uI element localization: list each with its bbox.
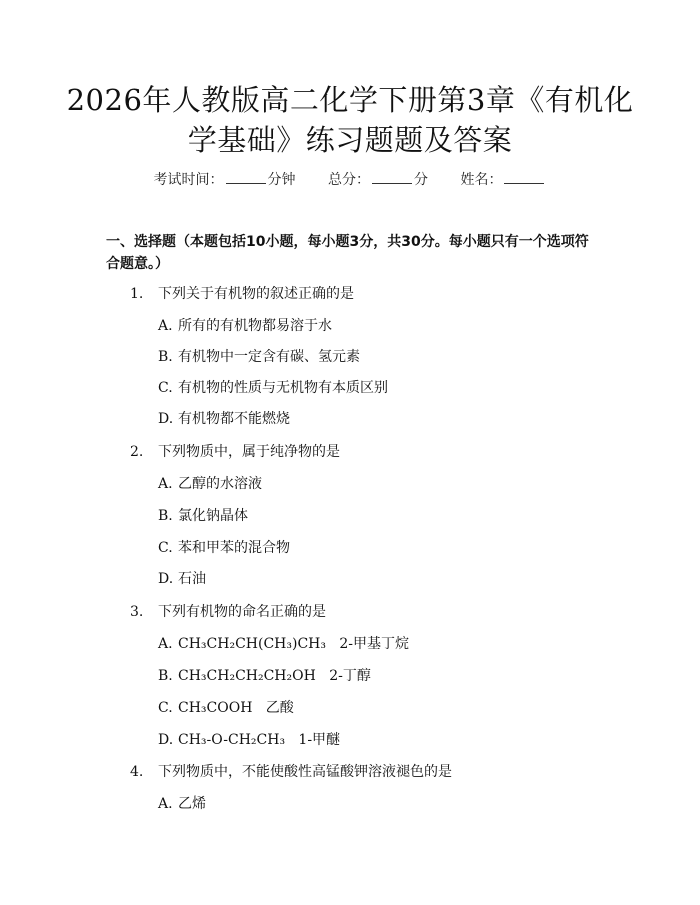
score-unit: 分 (414, 172, 428, 188)
option-text: 有机物中一定含有碳、氢元素 (178, 349, 360, 365)
title-line-1: 2026年人教版高二化学下册第3章《有机化 (66, 83, 634, 117)
question-number: 4. (130, 764, 144, 780)
section-heading: 一、选择题（本题包括10小题，每小题3分，共30分。每小题只有一个选项符合题意。） (106, 234, 589, 272)
time-field (154, 169, 296, 189)
option (158, 633, 409, 653)
option-text: 石油 (178, 571, 206, 587)
option (158, 537, 290, 557)
option-text: 苯和甲苯的混合物 (178, 540, 290, 556)
score-label: 总分： (328, 172, 370, 188)
question-text: 下列有机物的命名正确的是 (158, 604, 326, 620)
option (158, 729, 340, 749)
option-text: 所有的有机物都易溶于水 (178, 318, 332, 334)
option-letter: D. (158, 732, 174, 748)
question-number: 1. (130, 286, 144, 302)
option (158, 315, 332, 335)
page-title (40, 80, 660, 160)
option-text: 2-丁醇 (329, 668, 371, 684)
score-field (328, 169, 428, 189)
option-letter: D. (158, 411, 174, 427)
option-letter: D. (158, 571, 174, 587)
question-text: 下列物质中，不能使酸性高锰酸钾溶液褪色的是 (158, 764, 452, 780)
question (130, 761, 452, 781)
option-letter: C. (158, 540, 173, 556)
option-letter: A. (158, 476, 173, 492)
question-text: 下列关于有机物的叙述正确的是 (158, 286, 354, 302)
option-letter: B. (158, 508, 173, 524)
question-number: 3. (130, 604, 144, 620)
time-unit: 分钟 (267, 172, 296, 188)
question-text: 下列物质中，属于纯净物的是 (158, 444, 340, 460)
option-letter: C. (158, 700, 173, 716)
question-number: 2. (130, 444, 144, 460)
option (158, 505, 248, 525)
question (130, 283, 354, 303)
exam-meta (0, 169, 700, 189)
title-line-2: 学基础》练习题题及答案 (187, 123, 513, 157)
option (158, 697, 294, 717)
option-formula: CH₃CH₂CH₂CH₂OH (178, 668, 316, 684)
option (158, 793, 206, 813)
option (158, 665, 371, 685)
question (130, 441, 340, 461)
time-label: 考试时间： (153, 172, 224, 188)
option-letter: A. (158, 636, 173, 652)
time-blank (226, 171, 266, 184)
option (158, 473, 262, 493)
option-text: 有机物都不能燃烧 (178, 411, 290, 427)
score-blank (372, 171, 412, 184)
option-letter: B. (158, 349, 173, 365)
name-label: 姓名： (460, 172, 503, 188)
option-formula: CH₃COOH (178, 700, 253, 716)
option-text: 乙酸 (265, 700, 294, 716)
option-text: 1-甲醚 (298, 732, 341, 748)
option-letter: A. (158, 796, 173, 812)
name-blank (504, 171, 544, 184)
option (158, 568, 206, 588)
option-text: 乙烯 (178, 796, 206, 812)
question (130, 601, 326, 621)
option (158, 377, 388, 397)
option-text: 2-甲基丁烷 (339, 636, 409, 652)
option-letter: A. (158, 318, 173, 334)
option-text: 氯化钠晶体 (178, 508, 248, 524)
option-text: 乙醇的水溶液 (178, 476, 262, 492)
option (158, 408, 290, 428)
option-formula: CH₃-O-CH₂CH₃ (178, 732, 286, 748)
option (158, 346, 360, 366)
option-letter: C. (158, 380, 173, 396)
option-text: 有机物的性质与无机物有本质区别 (178, 380, 388, 396)
option-letter: B. (158, 668, 173, 684)
option-formula: CH₃CH₂CH(CH₃)CH₃ (178, 636, 326, 652)
name-field (460, 169, 546, 189)
